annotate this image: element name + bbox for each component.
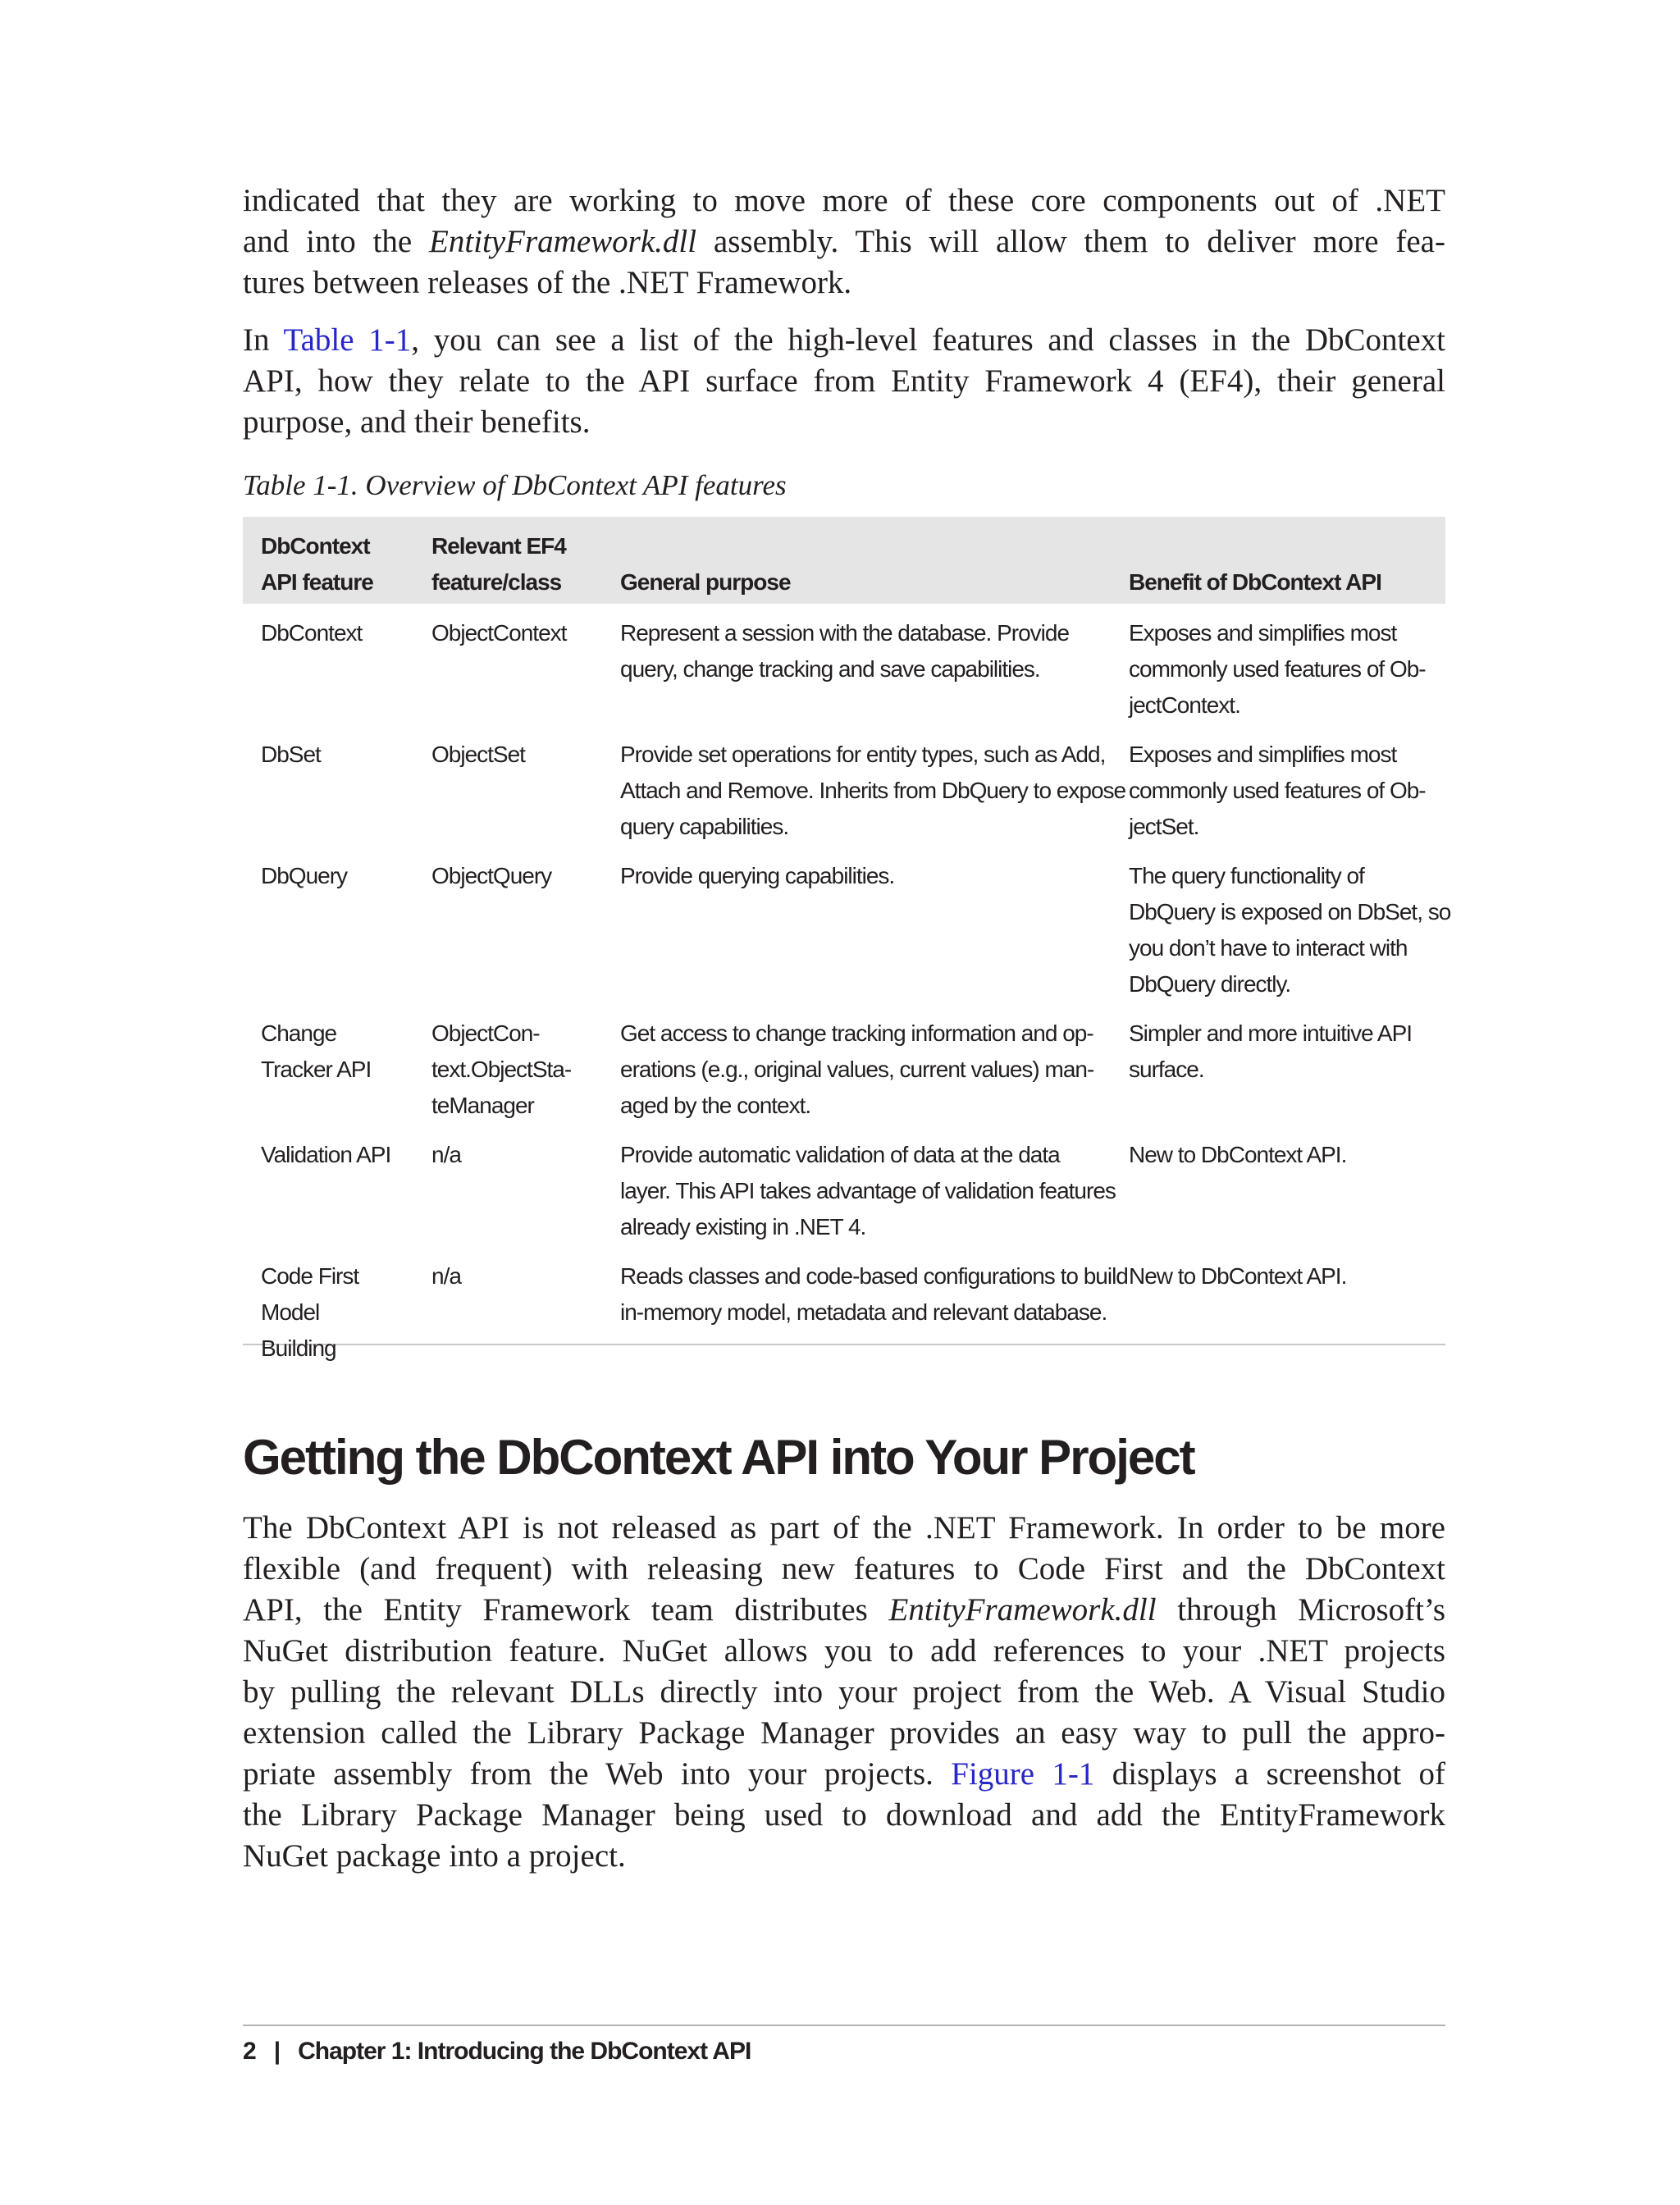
cell-ef4-class: ObjectSet bbox=[431, 742, 525, 767]
cell-benefit: Simpler and more intuitive API surface. bbox=[1129, 1020, 1413, 1082]
table-caption: Table 1-1. Overview of DbContext API features bbox=[243, 469, 787, 501]
text-line: API, the Entity Framework team distributes EntityFramework.dll through Microsoft’s bbox=[243, 1592, 1445, 1628]
cell-api-feature: DbContext bbox=[261, 620, 363, 646]
table-row bbox=[243, 1004, 1445, 1125]
cell-general-purpose: Provide querying capabilities. bbox=[620, 863, 895, 888]
intro-paragraph-2 bbox=[243, 320, 1445, 443]
cell-ef4-class: n/a bbox=[431, 1142, 461, 1167]
text-line: NuGet package into a project. bbox=[243, 1838, 626, 1874]
filename-emphasis: EntityFramework.dll bbox=[429, 224, 697, 259]
header-general-purpose: General purpose bbox=[620, 569, 791, 595]
text-line: NuGet distribution feature. NuGet allows you to add references to your .NET projects bbox=[243, 1633, 1445, 1669]
footer-separator: | bbox=[273, 2038, 281, 2065]
intro-paragraph-1 bbox=[243, 180, 1445, 304]
table-header-row bbox=[243, 517, 1445, 604]
text-line: In Table 1-1, you can see a list of the high-level features and classes in the DbContext bbox=[243, 322, 1445, 358]
cell-general-purpose: Provide automatic validation of data at the data layer. This API takes advantage of validation features already existing in .NET 4. bbox=[620, 1142, 1116, 1239]
cell-benefit: Exposes and simplifies most commonly used features of Ob- jectContext. bbox=[1129, 620, 1426, 718]
header-api-feature: DbContext API feature bbox=[261, 533, 373, 595]
chapter-title: Chapter 1: Introducing the DbContext API bbox=[298, 2038, 751, 2065]
cell-general-purpose: Reads classes and code-based configurations to build in-memory model, metadata and relevant database. bbox=[620, 1263, 1128, 1325]
page-number: 2 bbox=[243, 2038, 256, 2065]
cell-api-feature: Change Tracker API bbox=[261, 1020, 372, 1082]
cell-general-purpose: Get access to change tracking information and op- erations (e.g., original values, current values) man- aged by the context. bbox=[620, 1020, 1094, 1118]
header-ef4-class: Relevant EF4 feature/class bbox=[431, 533, 566, 595]
section-paragraph bbox=[243, 1508, 1445, 1877]
table-row bbox=[243, 847, 1451, 1004]
table-body bbox=[243, 604, 1451, 1361]
cell-benefit: New to DbContext API. bbox=[1129, 1142, 1347, 1167]
footer-rule bbox=[243, 2025, 1445, 2026]
table-reference-link[interactable]: Table 1-1 bbox=[283, 322, 412, 358]
features-table bbox=[243, 517, 1451, 1361]
text-line: tures between releases of the .NET Framework. bbox=[243, 265, 852, 300]
text-line: indicated that they are working to move more of these core components out of .NET bbox=[243, 183, 1445, 218]
text-line: The DbContext API is not released as part of the .NET Framework. In order to be more bbox=[243, 1510, 1445, 1545]
cell-benefit: New to DbContext API. bbox=[1129, 1263, 1347, 1289]
cell-benefit: The query functionality of DbQuery is exposed on DbSet, so you don’t have to interact with DbQuery directly. bbox=[1129, 863, 1451, 997]
cell-api-feature: DbQuery bbox=[261, 863, 348, 888]
page-footer bbox=[243, 2038, 751, 2066]
text-line: priate assembly from the Web into your projects. Figure 1-1 displays a screenshot of bbox=[243, 1756, 1445, 1792]
text-line: the Library Package Manager being used to download and add the EntityFramework bbox=[243, 1797, 1445, 1833]
table-row bbox=[243, 604, 1445, 725]
cell-benefit: Exposes and simplifies most commonly used features of Ob- jectSet. bbox=[1129, 742, 1426, 839]
table-row bbox=[243, 725, 1445, 847]
header-benefit: Benefit of DbContext API bbox=[1129, 569, 1381, 595]
text-line: API, how they relate to the API surface from Entity Framework 4 (EF4), their general bbox=[243, 363, 1445, 399]
cell-ef4-class: n/a bbox=[431, 1263, 461, 1289]
text-line: purpose, and their benefits. bbox=[243, 404, 591, 440]
text-line: and into the EntityFramework.dll assembly. This will allow them to deliver more fea- bbox=[243, 224, 1445, 259]
cell-general-purpose: Provide set operations for entity types, such as Add, Attach and Remove. Inherits from DbQuery to expose query capabilities. bbox=[620, 742, 1126, 839]
text-line: by pulling the relevant DLLs directly into your project from the Web. A Visual Studio bbox=[243, 1674, 1445, 1710]
figure-reference-link[interactable]: Figure 1-1 bbox=[951, 1756, 1095, 1792]
section-heading: Getting the DbContext API into Your Project bbox=[243, 1430, 1194, 1485]
table-row bbox=[243, 1125, 1445, 1247]
filename-emphasis: EntityFramework.dll bbox=[888, 1592, 1157, 1628]
cell-api-feature: Validation API bbox=[261, 1142, 391, 1167]
cell-ef4-class: ObjectQuery bbox=[431, 863, 552, 888]
cell-ef4-class: ObjectContext bbox=[431, 620, 567, 646]
cell-general-purpose: Represent a session with the database. Provide query, change tracking and save capabilities. bbox=[620, 620, 1070, 682]
cell-ef4-class: ObjectCon- text.ObjectSta- teManager bbox=[431, 1020, 572, 1118]
table-row bbox=[243, 1247, 1445, 1361]
text-line: flexible (and frequent) with releasing new features to Code First and the DbContext bbox=[243, 1551, 1445, 1586]
text-line: extension called the Library Package Manager provides an easy way to pull the appro- bbox=[243, 1715, 1445, 1751]
cell-api-feature: Code First Model Building bbox=[261, 1263, 359, 1361]
cell-api-feature: DbSet bbox=[261, 742, 321, 767]
